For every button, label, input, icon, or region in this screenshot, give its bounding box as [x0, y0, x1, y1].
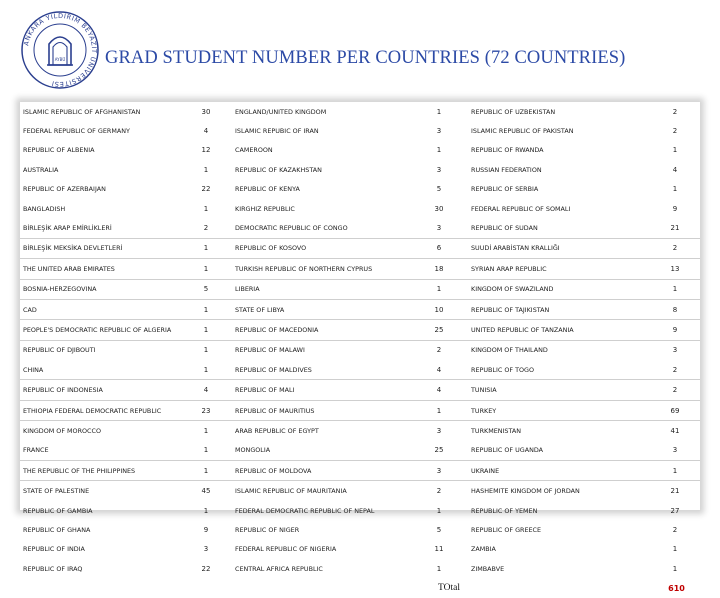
- country-cell: ISLAMIC REPUBLIC OF AFGHANISTAN: [23, 107, 141, 116]
- country-cell: REPUBLIC OF MALDIVES: [235, 365, 312, 374]
- total-row: [20, 578, 700, 597]
- student-count-cell: 2: [650, 380, 700, 400]
- table-row: [20, 360, 700, 380]
- student-count-cell: 1: [203, 506, 209, 515]
- country-cell: KIRGHIZ REPUBLIC: [235, 204, 295, 213]
- student-count-cell: 22: [201, 564, 211, 573]
- student-count-cell: 3: [436, 224, 442, 233]
- table-row: [20, 199, 700, 218]
- student-count-cell: 13: [650, 259, 700, 279]
- student-count-cell: 5: [436, 185, 442, 194]
- student-count-cell: 1: [650, 461, 700, 481]
- student-count-cell: 12: [201, 146, 211, 155]
- student-count-cell: 22: [201, 185, 211, 194]
- svg-text:AYBÜ: AYBÜ: [54, 57, 66, 62]
- student-count-cell: 3: [436, 127, 442, 136]
- country-cell: ZIMBABVE: [471, 564, 505, 573]
- country-cell: REPUBLIC OF INDONESIA: [20, 380, 180, 400]
- country-table: [20, 102, 700, 594]
- country-cell: REPUBLIC OF MOLDOVA: [232, 461, 410, 481]
- country-cell: REPUBLIC OF KENYA: [235, 185, 300, 194]
- country-cell: MONGOLIA: [235, 446, 271, 455]
- country-cell: REPUBLIC OF AZERBAIJAN: [23, 185, 106, 194]
- country-cell: STATE OF LIBYA: [232, 299, 410, 319]
- country-cell: TURKMENISTAN: [468, 421, 650, 441]
- table-row: [20, 421, 700, 441]
- country-cell: RUSSIAN FEDERATION: [471, 165, 542, 174]
- country-cell: REPUBLIC OF TAJIKISTAN: [468, 299, 650, 319]
- page-title: GRAD STUDENT NUMBER PER COUNTRIES (72 COUNTRIES): [105, 48, 626, 68]
- country-cell: REPUBLIC OF IRAQ: [23, 564, 83, 573]
- country-cell: REPUBLIC OF RWANDA: [471, 146, 544, 155]
- student-count-cell: 1: [672, 185, 678, 194]
- student-count-cell: 45: [180, 481, 232, 501]
- student-count-cell: 5: [180, 279, 232, 299]
- student-count-cell: 8: [650, 299, 700, 319]
- country-cell: BANGLADISH: [23, 204, 66, 213]
- country-cell: FEDERAL DEMOCRATIC REPUBLIC OF NEPAL: [235, 506, 375, 515]
- table-row: [20, 102, 700, 121]
- country-cell: REPUBLIC OF MALI: [232, 380, 410, 400]
- country-cell: REPUBLIC OF KOSOVO: [232, 238, 410, 258]
- student-count-cell: 4: [180, 380, 232, 400]
- student-count-cell: 2: [672, 525, 678, 534]
- student-count-cell: 30: [434, 204, 444, 213]
- student-count-cell: 9: [650, 320, 700, 340]
- student-count-cell: 1: [203, 365, 209, 374]
- student-count-cell: 1: [650, 279, 700, 299]
- student-count-cell: 3: [203, 545, 209, 554]
- student-count-cell: 9: [203, 525, 209, 534]
- student-count-cell: 1: [180, 461, 232, 481]
- country-cell: UNITED REPUBLIC OF TANZANIA: [468, 320, 650, 340]
- student-count-cell: 27: [670, 506, 680, 515]
- student-count-cell: 2: [203, 224, 209, 233]
- table-row: [20, 481, 700, 501]
- country-cell: REPUBLIC OF MALAWI: [232, 340, 410, 360]
- student-count-cell: 2: [672, 127, 678, 136]
- student-count-cell: 1: [672, 146, 678, 155]
- table-row: [20, 501, 700, 520]
- country-cell: TURKISH REPUBLIC OF NORTHERN CYPRUS: [232, 259, 410, 279]
- country-cell: SYRIAN ARAP REPUBLIC: [468, 259, 650, 279]
- table-row: [20, 160, 700, 179]
- country-cell: STATE OF PALESTINE: [20, 481, 180, 501]
- table-row: [20, 540, 700, 559]
- table-row: [20, 441, 700, 461]
- country-cell: LIBERIA: [232, 279, 410, 299]
- student-count-cell: 1: [672, 564, 678, 573]
- country-cell: REPUBLIC OF GAMBIA: [23, 506, 93, 515]
- student-count-cell: 3: [410, 421, 468, 441]
- country-cell: KINGDOM OF THAILAND: [468, 340, 650, 360]
- student-count-cell: 11: [434, 545, 444, 554]
- country-cell: ISLAMIC REPUBLIC OF MAURITANIA: [232, 481, 410, 501]
- country-cell: CAMEROON: [235, 146, 273, 155]
- country-cell: REPUBLIC OF GREECE: [471, 525, 542, 534]
- table-row: [20, 340, 700, 360]
- student-count-cell: 1: [436, 506, 442, 515]
- country-cell: REPUBLIC OF TOGO: [471, 365, 534, 374]
- student-count-cell: 4: [672, 165, 678, 174]
- student-count-cell: 4: [203, 127, 209, 136]
- country-cell: KINGDOM OF SWAZILAND: [468, 279, 650, 299]
- student-count-cell: 25: [410, 320, 468, 340]
- student-count-cell: 2: [672, 365, 678, 374]
- student-count-cell: 5: [436, 525, 442, 534]
- country-cell: REPUBLIC OF ALBENIA: [23, 146, 95, 155]
- student-count-cell: 2: [650, 238, 700, 258]
- country-cell: PEOPLE'S DEMOCRATIC REPUBLIC OF ALGERIA: [20, 320, 180, 340]
- student-count-cell: 2: [410, 481, 468, 501]
- student-count-cell: 1: [672, 545, 678, 554]
- country-cell: BİRLEŞİK ARAP EMİRLİKLERİ: [23, 224, 112, 233]
- student-count-cell: 10: [410, 299, 468, 319]
- country-cell: REPUBLIC OF KAZAKHSTAN: [235, 165, 322, 174]
- country-cell: REPUBLIC OF SERBIA: [471, 185, 539, 194]
- country-cell: REPUBLIC OF GHANA: [23, 525, 91, 534]
- table-row: [20, 259, 700, 279]
- country-cell: AUSTRALIA: [23, 165, 59, 174]
- country-cell: THE REPUBLIC OF THE PHILIPPINES: [20, 461, 180, 481]
- country-cell: ISLAMIC REPUBIC OF IRAN: [235, 127, 319, 136]
- student-count-cell: 1: [180, 299, 232, 319]
- student-count-cell: 25: [434, 446, 444, 455]
- country-cell: BİRLEŞİK MEKSİKA DEVLETLERİ: [20, 238, 180, 258]
- table-row: [20, 559, 700, 578]
- table-row: [20, 238, 700, 258]
- student-count-cell: 18: [410, 259, 468, 279]
- student-count-cell: 3: [410, 461, 468, 481]
- table-row: [20, 461, 700, 481]
- student-count-cell: 30: [201, 107, 211, 116]
- table-row: [20, 380, 700, 400]
- student-count-cell: 3: [436, 165, 442, 174]
- student-count-cell: 69: [650, 400, 700, 420]
- student-count-cell: 4: [436, 365, 442, 374]
- student-count-cell: 1: [180, 259, 232, 279]
- country-cell: REPUBLIC OF NIGER: [235, 525, 300, 534]
- student-count-cell: 1: [180, 320, 232, 340]
- student-count-cell: 21: [670, 224, 680, 233]
- student-count-cell: 1: [203, 165, 209, 174]
- student-count-cell: 1: [436, 146, 442, 155]
- country-cell: KINGDOM OF MOROCCO: [20, 421, 180, 441]
- country-cell: ARAB REPUBLIC OF EGYPT: [232, 421, 410, 441]
- country-cell: BOSNIA-HERZEGOVINA: [20, 279, 180, 299]
- country-cell: HASHEMITE KINGDOM OF JORDAN: [468, 481, 650, 501]
- country-cell: TUNISIA: [468, 380, 650, 400]
- student-count-cell: 41: [650, 421, 700, 441]
- university-logo: [20, 10, 100, 90]
- total-label: TOtal: [438, 583, 460, 594]
- svg-text:ANKARA YILDIRIM BEYAZIT ÜNİVER: ANKARA YILDIRIM BEYAZIT ÜNİVERSİTESİ: [22, 11, 99, 89]
- country-cell: ETHIOPIA FEDERAL DEMOCRATIC REPUBLIC: [20, 400, 180, 420]
- country-cell: REPUBLIC OF MAURITIUS: [232, 400, 410, 420]
- country-cell: CENTRAL AFRICA REPUBLIC: [235, 564, 323, 573]
- student-count-cell: 2: [672, 107, 678, 116]
- student-count-cell: 1: [436, 564, 442, 573]
- country-cell: THE UNITED ARAB EMIRATES: [20, 259, 180, 279]
- table-row: [20, 520, 700, 539]
- student-count-cell: 1: [436, 107, 442, 116]
- student-count-cell: 2: [410, 340, 468, 360]
- total-value: 610: [668, 583, 685, 593]
- student-count-cell: 21: [650, 481, 700, 501]
- country-cell: ISLAMIC REPUBLIC OF PAKISTAN: [471, 127, 574, 136]
- student-count-cell: 3: [672, 446, 678, 455]
- country-cell: REPUBLIC OF DJIBOUTI: [20, 340, 180, 360]
- student-count-cell: 1: [410, 400, 468, 420]
- student-count-cell: 1: [180, 421, 232, 441]
- student-count-cell: 1: [203, 204, 209, 213]
- country-cell: DEMOCRATIC REPUBLIC OF CONGO: [235, 224, 348, 233]
- student-count-cell: 23: [180, 400, 232, 420]
- student-count-cell: 1: [203, 446, 209, 455]
- country-cell: ENGLAND/UNITED KINGDOM: [235, 107, 327, 116]
- student-count-cell: 6: [410, 238, 468, 258]
- country-cell: REPUBLIC OF INDIA: [23, 545, 85, 554]
- table-row: [20, 218, 700, 238]
- student-count-cell: 1: [180, 238, 232, 258]
- country-cell: TURKEY: [468, 400, 650, 420]
- country-cell: REPUBLIC OF YEMEN: [471, 506, 538, 515]
- table-row: [20, 121, 700, 140]
- country-cell: FEDERAL REPUBLIC OF NIGERIA: [235, 545, 337, 554]
- country-cell: UKRAINE: [468, 461, 650, 481]
- student-count-cell: 1: [180, 340, 232, 360]
- country-cell: REPUBLIC OF UZBEKISTAN: [471, 107, 556, 116]
- country-cell: ZAMBIA: [471, 545, 496, 554]
- student-count-cell: 3: [650, 340, 700, 360]
- country-cell: CHINA: [23, 365, 44, 374]
- country-cell: FEDERAL REPUBLIC OF SOMALI: [471, 204, 571, 213]
- student-count-cell: 4: [410, 380, 468, 400]
- country-cell: SUUDİ ARABİSTAN KRALLIĞI: [468, 238, 650, 258]
- student-count-cell: 1: [410, 279, 468, 299]
- table-row: [20, 141, 700, 160]
- student-count-cell: 9: [672, 204, 678, 213]
- country-cell: REPUBLIC OF MACEDONIA: [232, 320, 410, 340]
- country-cell: REPUBLIC OF SUDAN: [471, 224, 538, 233]
- table-row: [20, 400, 700, 420]
- table-row: [20, 299, 700, 319]
- country-cell: CAD: [20, 299, 180, 319]
- table-row: [20, 320, 700, 340]
- country-cell: FEDERAL REPUBLIC OF GERMANY: [23, 127, 130, 136]
- table-row: [20, 180, 700, 199]
- country-cell: REPUBLIC OF UGANDA: [471, 446, 544, 455]
- table-row: [20, 279, 700, 299]
- country-cell: FRANCE: [23, 446, 49, 455]
